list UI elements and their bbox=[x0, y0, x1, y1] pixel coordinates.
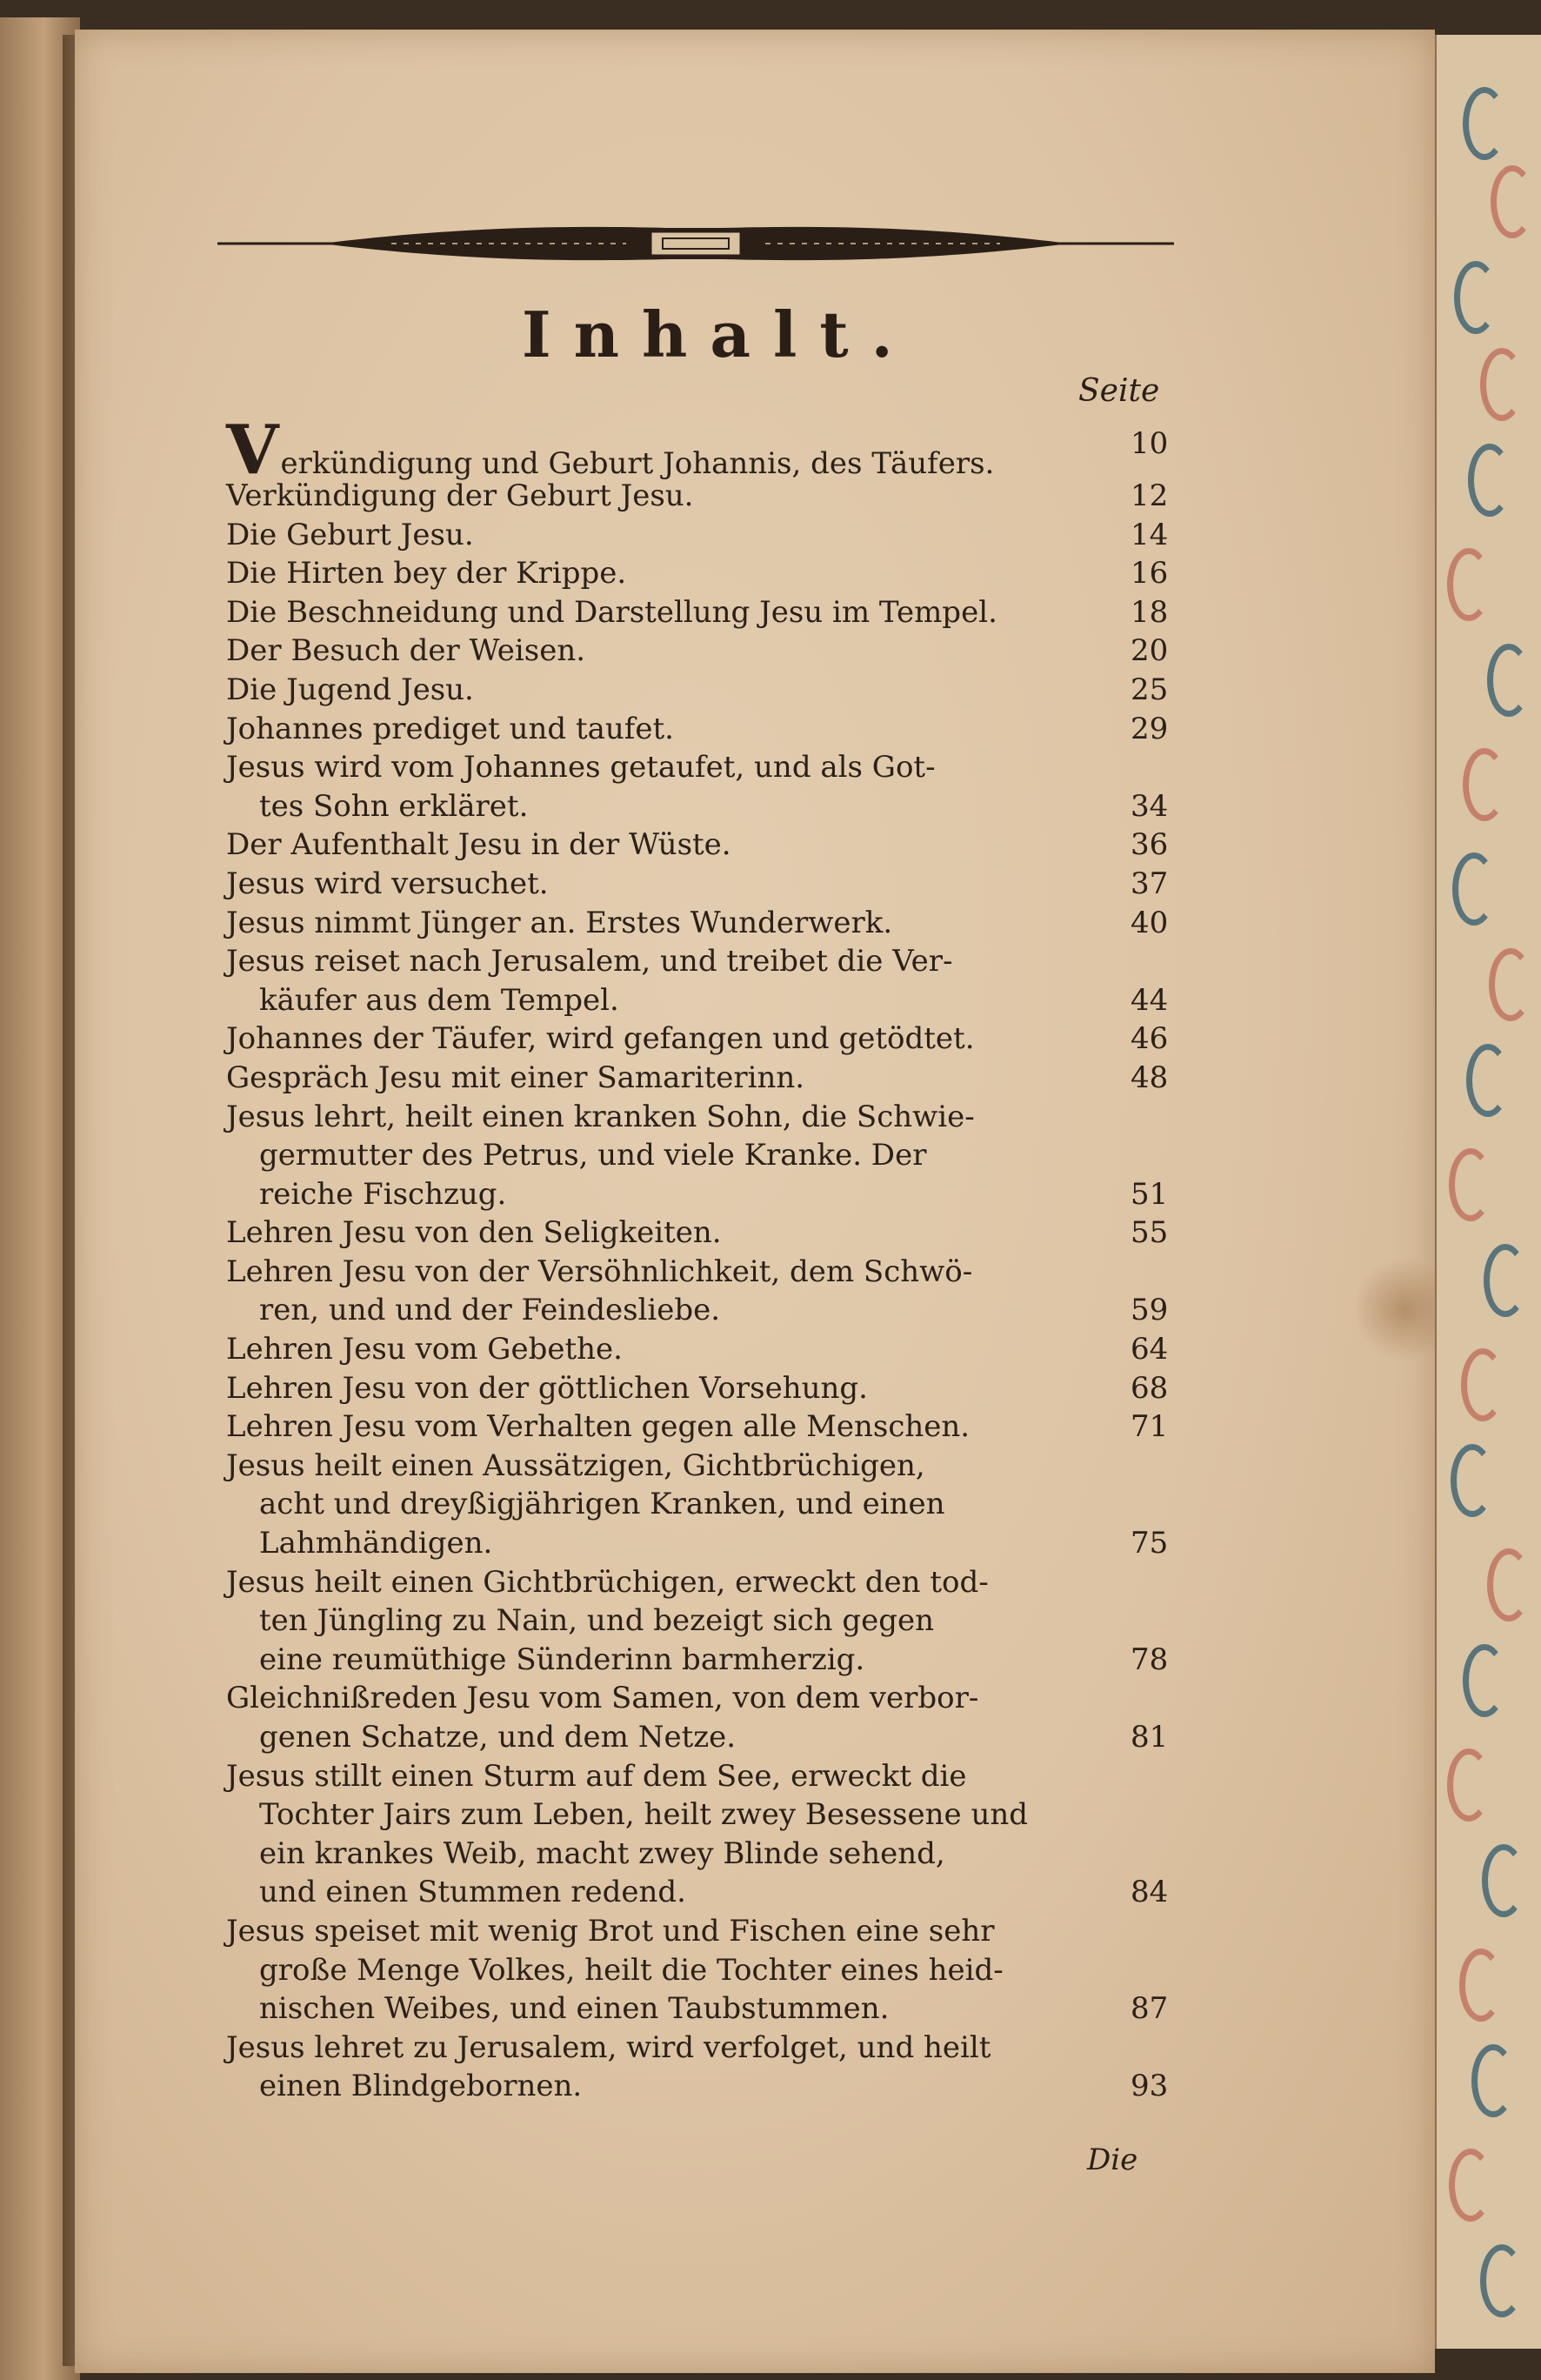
toc-entry-text-line: Jesus speiset mit wenig Brot und Fischen eine sehr bbox=[226, 1913, 995, 1949]
toc-page-number: 68 bbox=[1131, 1370, 1169, 1406]
toc-entry bbox=[217, 2029, 1209, 2106]
toc-entry bbox=[217, 1253, 1209, 1330]
toc-entry bbox=[217, 1330, 1209, 1369]
toc-entry bbox=[217, 1563, 1209, 1680]
toc-page-number: 93 bbox=[1131, 2069, 1169, 2104]
toc-entry-text-line: acht und dreyßigjährigen Kranken, und einen bbox=[259, 1487, 945, 1522]
toc-entry-text-line: und einen Stummen redend. 84 bbox=[217, 1873, 1209, 1912]
toc-entry bbox=[217, 942, 1209, 1020]
toc-entry bbox=[217, 671, 1209, 710]
toc-entry bbox=[217, 1059, 1209, 1098]
toc-page-number: 29 bbox=[1131, 711, 1169, 746]
toc-page-number: 12 bbox=[1131, 478, 1169, 513]
toc-entry-text-line: ren, und und der Feindesliebe. 59 bbox=[217, 1291, 1209, 1330]
toc-entry bbox=[217, 632, 1209, 671]
toc-entry-text-line: Der Aufenthalt Jesu in der Wüste. 36 bbox=[217, 826, 1209, 865]
toc-entry bbox=[217, 1020, 1209, 1059]
toc-page-number: 51 bbox=[1131, 1176, 1169, 1212]
toc-page-number: 10 bbox=[1131, 426, 1169, 461]
toc-entry-text-line: genen Schatze, und dem Netze. 81 bbox=[217, 1718, 1209, 1757]
toc-entry-text-line: Die Jugend Jesu. 25 bbox=[217, 671, 1209, 710]
toc-entry-text-line: Tochter Jairs zum Leben, heilt zwey Besessene und bbox=[259, 1797, 1028, 1833]
toc-entry-text-line: Lehren Jesu von der göttlichen Vorsehung. 68 bbox=[217, 1369, 1209, 1408]
toc-entry bbox=[217, 1447, 1209, 1563]
toc-page-number: 34 bbox=[1131, 788, 1169, 824]
toc-entry-text-line: Verkündigung der Geburt Jesu. 12 bbox=[217, 477, 1209, 516]
toc-page-number: 64 bbox=[1131, 1332, 1169, 1367]
toc-entry-text-line: Johannes prediget und taufet. 29 bbox=[217, 710, 1209, 749]
toc-entry-text-line: käufer aus dem Tempel. 44 bbox=[217, 981, 1209, 1020]
toc-entry-text-line: tes Sohn erkläret. 34 bbox=[217, 787, 1209, 826]
toc-page-number: 75 bbox=[1131, 1526, 1169, 1561]
toc-page-number: 46 bbox=[1131, 1021, 1169, 1057]
toc-entry-text-line: Lahmhändigen. 75 bbox=[217, 1524, 1209, 1563]
toc-page-number: 84 bbox=[1131, 1875, 1169, 1910]
table-of-contents bbox=[217, 411, 1209, 2106]
toc-page-number: 16 bbox=[1131, 556, 1169, 592]
toc-entry bbox=[217, 411, 1209, 490]
toc-entry bbox=[217, 1679, 1209, 1756]
toc-entry bbox=[217, 904, 1209, 943]
toc-page-number: 14 bbox=[1131, 517, 1169, 552]
catchword: Die bbox=[1087, 2143, 1138, 2177]
toc-entry-text-line: Lehren Jesu von der Versöhnlichkeit, dem Schwö- bbox=[226, 1254, 973, 1289]
toc-entry-text-line: Die Beschneidung und Darstellung Jesu im Tempel. 18 bbox=[217, 593, 1209, 632]
marbled-endpaper bbox=[1435, 35, 1541, 2349]
toc-entry-text-line: Jesus wird versuchet. 37 bbox=[217, 865, 1209, 904]
toc-page-number: 87 bbox=[1131, 1991, 1169, 2027]
ornamental-divider bbox=[217, 217, 1174, 270]
toc-page-number: 36 bbox=[1131, 827, 1169, 863]
toc-page-number: 81 bbox=[1131, 1720, 1169, 1755]
toc-entry bbox=[217, 1098, 1209, 1214]
toc-entry bbox=[217, 1757, 1209, 1912]
toc-page-number: 40 bbox=[1131, 905, 1169, 940]
toc-entry bbox=[217, 865, 1209, 904]
toc-page-number: 78 bbox=[1131, 1641, 1169, 1677]
toc-entry bbox=[217, 554, 1209, 593]
toc-entry-text-line: Jesus lehrt, heilt einen kranken Sohn, die Schwie- bbox=[226, 1099, 975, 1134]
toc-entry-text-line: ten Jüngling zu Nain, und bezeigt sich gegen bbox=[259, 1603, 935, 1639]
toc-entry bbox=[217, 1407, 1209, 1447]
toc-entry-text-line: Der Besuch der Weisen. 20 bbox=[217, 632, 1209, 671]
toc-entry-text-line: Die Geburt Jesu. 14 bbox=[217, 516, 1209, 555]
toc-page-number: 18 bbox=[1131, 594, 1169, 630]
toc-entry-text-line: Jesus heilt einen Gichtbrüchigen, erweckt den tod- bbox=[226, 1564, 989, 1600]
toc-entry-text-line: einen Blindgebornen. 93 bbox=[217, 2067, 1209, 2106]
toc-entry bbox=[217, 826, 1209, 865]
toc-entry bbox=[217, 477, 1209, 516]
toc-page-number: 48 bbox=[1131, 1060, 1169, 1095]
toc-entry-text-line: eine reumüthige Sünderinn barmherzig. 78 bbox=[217, 1641, 1209, 1680]
toc-entry-text-line: Verkündigung und Geburt Johannis, des Täufers. 10 bbox=[217, 425, 1209, 477]
toc-entry-text-line: Jesus wird vom Johannes getaufet, und als Got- bbox=[226, 750, 936, 786]
toc-entry-text-line: ein krankes Weib, macht zwey Blinde sehend, bbox=[259, 1835, 945, 1871]
page-column-label: Seite bbox=[1078, 373, 1160, 409]
toc-entry-text-line: Lehren Jesu vom Verhalten gegen alle Menschen. 71 bbox=[217, 1407, 1209, 1447]
page-title: Inhalt. bbox=[522, 298, 916, 371]
toc-entry-text-line: germutter des Petrus, und viele Kranke. Der bbox=[259, 1138, 927, 1173]
toc-entry-text-line: Jesus stillt einen Sturm auf dem See, erweckt die bbox=[226, 1758, 967, 1794]
toc-page-number: 37 bbox=[1131, 866, 1169, 901]
toc-entry-text-line: Lehren Jesu von den Seligkeiten. 55 bbox=[217, 1213, 1209, 1253]
toc-page-number: 20 bbox=[1131, 633, 1169, 669]
toc-entry-text-line: reiche Fischzug. 51 bbox=[217, 1175, 1209, 1214]
toc-entry-text-line: Gespräch Jesu mit einer Samariterinn. 48 bbox=[217, 1059, 1209, 1098]
toc-page-number: 55 bbox=[1131, 1215, 1169, 1251]
toc-page-number: 71 bbox=[1131, 1409, 1169, 1445]
toc-entry bbox=[217, 516, 1209, 555]
toc-entry-text-line: nischen Weibes, und einen Taubstummen. 87 bbox=[217, 1989, 1209, 2029]
toc-entry-text-line: Johannes der Täufer, wird gefangen und getödtet. 46 bbox=[217, 1020, 1209, 1059]
toc-entry-text-line: Jesus lehret zu Jerusalem, wird verfolget, und heilt bbox=[226, 2029, 991, 2065]
toc-entry bbox=[217, 1912, 1209, 2029]
toc-entry-text-line: Gleichnißreden Jesu vom Samen, von dem verbor- bbox=[226, 1681, 979, 1716]
toc-entry bbox=[217, 1369, 1209, 1408]
toc-page-number: 59 bbox=[1131, 1293, 1169, 1328]
toc-entry-text-line: Die Hirten bey der Krippe. 16 bbox=[217, 554, 1209, 593]
toc-page-number: 25 bbox=[1131, 672, 1169, 707]
toc-entry-text-line: Jesus heilt einen Aussätzigen, Gichtbrüchigen, bbox=[226, 1447, 925, 1483]
toc-entry bbox=[217, 748, 1209, 826]
toc-entry-text-line: Jesus reiset nach Jerusalem, und treibet die Ver- bbox=[226, 944, 953, 979]
toc-entry-text-line: große Menge Volkes, heilt die Tochter eines heid- bbox=[259, 1952, 1004, 1988]
toc-entry-text-line: Lehren Jesu vom Gebethe. 64 bbox=[217, 1330, 1209, 1369]
toc-page-number: 44 bbox=[1131, 982, 1169, 1018]
toc-entry bbox=[217, 593, 1209, 632]
toc-entry bbox=[217, 1213, 1209, 1253]
toc-entry-text-line: Jesus nimmt Jünger an. Erstes Wunderwerk. 40 bbox=[217, 904, 1209, 943]
toc-entry bbox=[217, 710, 1209, 749]
